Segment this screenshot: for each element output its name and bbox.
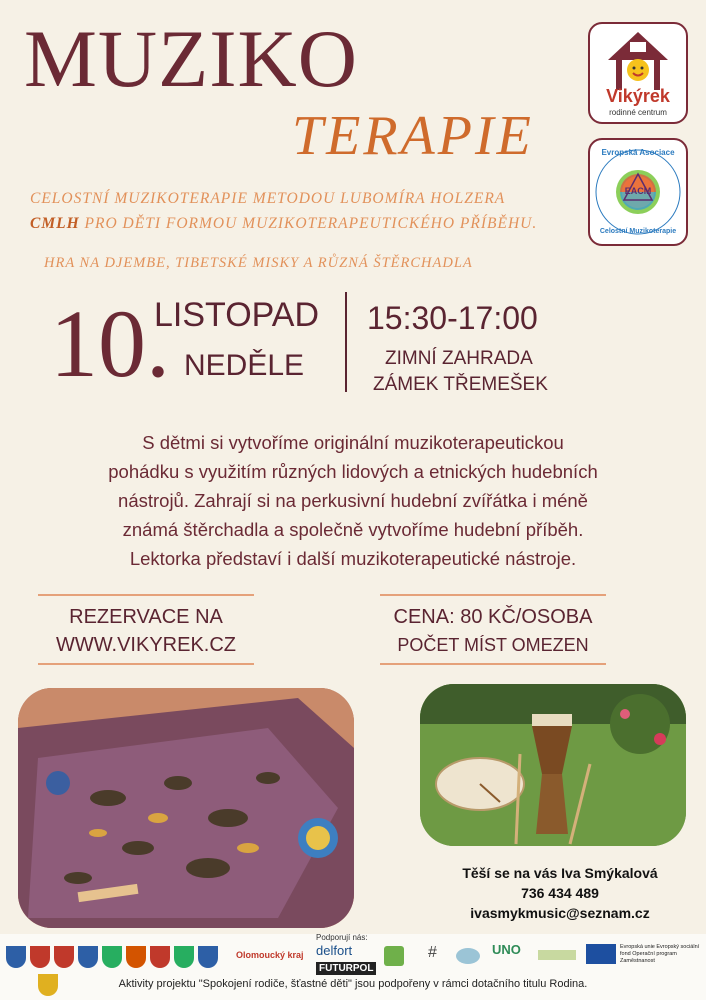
event-month: LISTOPAD [154, 296, 320, 334]
crest-icon [198, 946, 218, 968]
sponsor-icon [538, 950, 576, 960]
olomoucky-kraj-text: Olomoucký kraj [236, 950, 304, 960]
event-place-line1: ZIMNÍ ZAHRADA [385, 348, 533, 369]
crest-icon [6, 946, 26, 968]
description-line: Lektorka představí i další muzikoterapeutické nástroje. [129, 548, 577, 569]
sponsors-label: Podporují nás: [316, 933, 368, 942]
reservation-label: REZERVACE NA [69, 606, 223, 628]
sponsor-crests [6, 944, 236, 972]
eu-flag-icon [586, 944, 616, 964]
eacm-top-text: Evropská Asociace [601, 148, 675, 157]
reservation-top-line [38, 594, 254, 596]
title-sub: TERAPIE [292, 105, 534, 167]
delfort-logo: delfort [316, 943, 353, 958]
description [60, 428, 646, 573]
description-line: S dětmi si vytvoříme originální muzikoterapeutickou [142, 432, 564, 453]
event-day: 10. [50, 290, 170, 397]
sponsor-icon [456, 948, 480, 964]
title-main: MUZIKO [24, 13, 358, 104]
event-weekday: NEDĚLE [184, 349, 305, 382]
price-box [376, 603, 610, 659]
subtitle-line1: CELOSTNÍ MUZIKOTERAPIE METODOU LUBOMÍRA HOLZERA [30, 190, 506, 207]
date-divider [345, 292, 347, 392]
contact-name: Těší se na vás Iva Smýkalová [462, 865, 658, 881]
crest-icon [54, 946, 74, 968]
subtitle-line2-rest: PRO DĚTI FORMOU MUZIKOTERAPEUTICKÉHO PŘÍBĚHU. [79, 215, 538, 232]
reservation-box [38, 603, 254, 659]
event-place-line2: ZÁMEK TŘEMEŠEK [373, 374, 548, 395]
vikyrek-logo [588, 22, 688, 124]
price-bottom-line [380, 663, 606, 665]
contact-phone[interactable]: 736 434 489 [521, 885, 599, 901]
reservation-url[interactable]: WWW.VIKYREK.CZ [56, 634, 236, 656]
description-line: pohádku s využitím různých lidových a etnických hudebních [108, 461, 598, 482]
crest-icon [30, 946, 50, 968]
reservation-bottom-line [38, 663, 254, 665]
contact-block [440, 863, 680, 923]
subtitle-line2 [30, 215, 537, 233]
vikyrek-name: Vikýrek [606, 86, 670, 106]
eu-text: Evropská unie Evropský sociální fond Operační program Zaměstnanost [620, 944, 700, 964]
description-line: známá štěrchadla a společně vytvoříme hudební příběh. [122, 519, 584, 540]
olomoucky-kraj-logo [236, 950, 304, 960]
contact-email[interactable]: ivasmykmusic@seznam.cz [470, 905, 650, 921]
event-time: 15:30-17:00 [367, 300, 538, 336]
sponsor-icon [384, 946, 404, 966]
eacm-logo [588, 138, 688, 246]
uno-logo: UNO [492, 942, 521, 957]
instruments-photo [18, 688, 354, 928]
crest-icon [126, 946, 146, 968]
crest-icon [174, 946, 194, 968]
price-label: CENA: 80 KČ/OSOBA [393, 606, 593, 628]
crest-icon [78, 946, 98, 968]
house-icon [590, 24, 686, 94]
crest-icon [102, 946, 122, 968]
price-top-line [380, 594, 606, 596]
drums-photo [420, 684, 686, 846]
eacm-center-text: EACM [624, 186, 652, 196]
subtitle-line3: HRA NA DJEMBE, TIBETSKÉ MISKY A RŮZNÁ ŠTĚRCHADLA [44, 255, 473, 271]
eacm-bottom-text: Celostní Muzikoterapie [599, 228, 677, 235]
crest-icon [150, 946, 170, 968]
capacity-note: POČET MÍST OMEZEN [397, 635, 589, 655]
vikyrek-sub: rodinné centrum [609, 108, 667, 117]
description-line: nástrojů. Zahrají si na perkusivní hudební zvířátka i méně [118, 490, 588, 511]
subtitle-cmlh: CMLH [30, 215, 80, 232]
footer-note: Aktivity projektu "Spokojení rodiče, šťastné děti" jsou podpořeny v rámci dotačního titulu Rodina. [118, 978, 588, 990]
hashtag-icon: # [428, 944, 437, 961]
futurpol-logo: FUTURPOL [316, 962, 376, 975]
